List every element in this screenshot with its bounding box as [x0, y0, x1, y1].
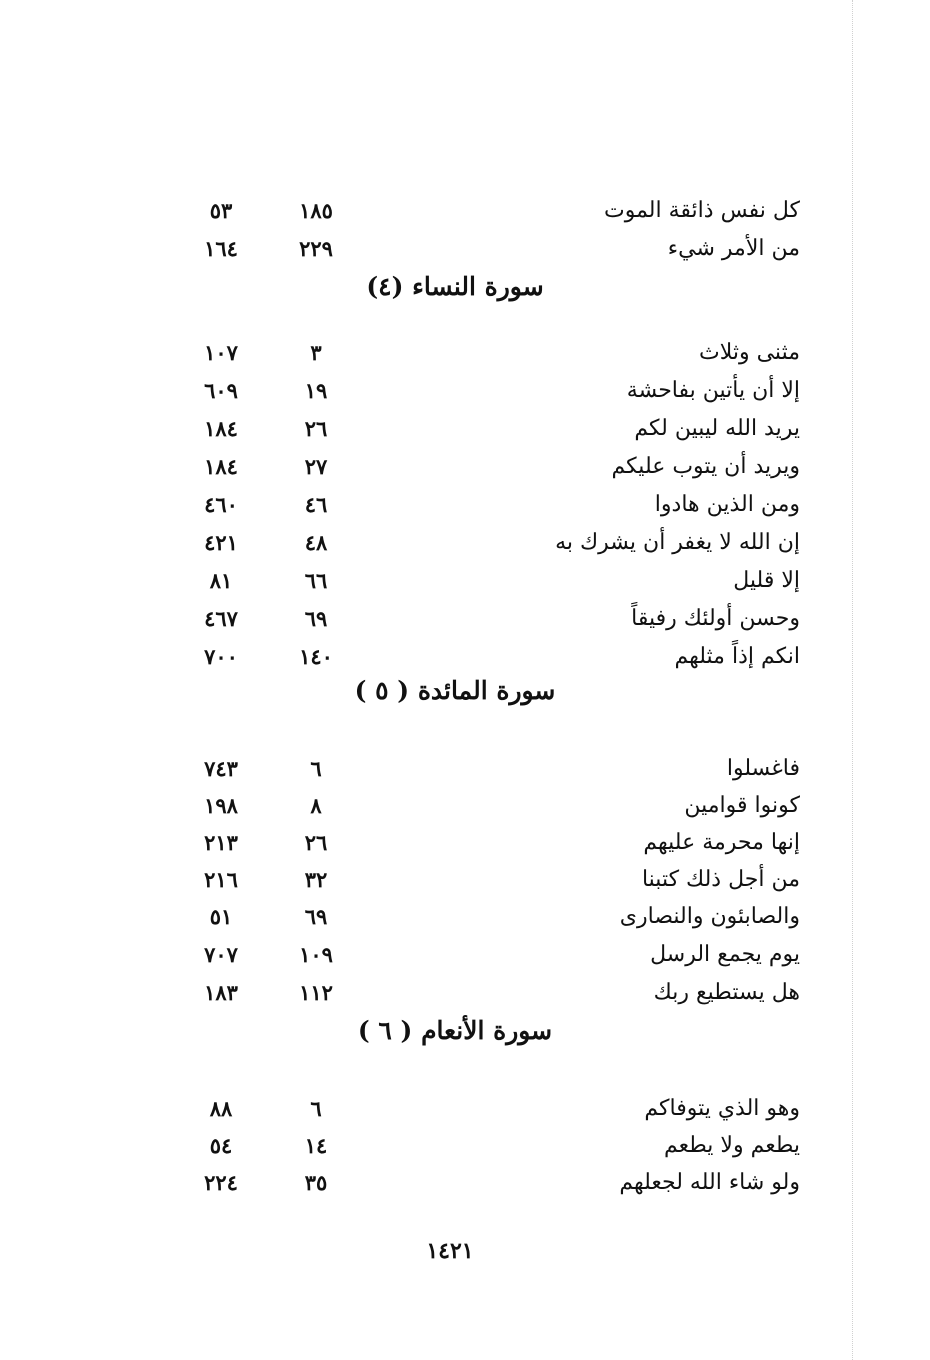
index-entry — [0, 1131, 930, 1169]
ayah-number: ٦٩ — [304, 904, 328, 929]
ayah-number: ١٩ — [304, 378, 328, 403]
verse-phrase: من الأمر شيء — [667, 236, 800, 261]
page-reference: ١٠٧ — [204, 340, 238, 365]
ayah-number: ٤٨ — [304, 530, 328, 555]
verse-phrase: إلا قليل — [733, 568, 800, 593]
index-entry — [0, 490, 930, 528]
ayah-number: ٢٧ — [304, 454, 328, 479]
page-reference: ٥١ — [209, 904, 233, 929]
verse-phrase: ويريد أن يتوب عليكم — [611, 454, 800, 479]
index-entry — [0, 828, 930, 866]
page-reference: ١٨٤ — [204, 454, 238, 479]
ayah-number: ٦٩ — [304, 606, 328, 631]
index-entry — [0, 376, 930, 414]
ayah-number: ٢٢٩ — [299, 236, 333, 261]
page-reference: ٨١ — [209, 568, 233, 593]
surah-heading: سورة النساء (٤) — [366, 272, 544, 301]
page-reference: ٤٢١ — [204, 530, 238, 555]
page-reference: ٧٠٠ — [204, 644, 238, 669]
page-reference: ٧٤٣ — [204, 756, 238, 781]
index-entry — [0, 196, 930, 234]
verse-phrase: يوم يجمع الرسل — [650, 942, 800, 967]
index-entry — [0, 414, 930, 452]
verse-phrase: وحسن أولئك رفيقاً — [631, 606, 800, 631]
index-entry — [0, 865, 930, 903]
ayah-number: ١٤ — [304, 1133, 328, 1158]
page-reference: ٤٦٧ — [204, 606, 238, 631]
verse-phrase: كونوا قوامين — [684, 793, 800, 818]
index-entry — [0, 452, 930, 490]
verse-phrase: ولو شاء الله لجعلهم — [619, 1170, 800, 1195]
verse-phrase: إن الله لا يغفر أن يشرك به — [555, 530, 800, 555]
page-reference: ٢٢٤ — [204, 1170, 238, 1195]
page-reference: ٨٨ — [209, 1096, 233, 1121]
page-reference: ١٨٤ — [204, 416, 238, 441]
ayah-number: ١٨٥ — [299, 198, 333, 223]
page-number: ١٤٢١ — [426, 1238, 474, 1264]
verse-phrase: إنها محرمة عليهم — [643, 830, 800, 855]
ayah-number: ٦٦ — [304, 568, 328, 593]
verse-phrase: مثنى وثلاث — [699, 340, 800, 365]
page-reference: ١٩٨ — [204, 793, 238, 818]
verse-phrase: كل نفس ذائقة الموت — [604, 198, 800, 223]
index-entry — [0, 528, 930, 566]
verse-phrase: يطعم ولا يطعم — [663, 1133, 800, 1158]
ayah-number: ٣ — [310, 340, 322, 365]
index-entry — [0, 978, 930, 1016]
ayah-number: ٨ — [310, 793, 322, 818]
verse-phrase: انكم إذاً مثلهم — [674, 644, 800, 669]
page-reference: ٦٠٩ — [204, 378, 238, 403]
verse-phrase: وهو الذي يتوفاكم — [644, 1096, 800, 1121]
ayah-number: ٦ — [310, 1096, 322, 1121]
verse-phrase: يريد الله ليبين لكم — [634, 416, 800, 441]
ayah-number: ٦ — [310, 756, 322, 781]
index-entry — [0, 1168, 930, 1206]
verse-phrase: إلا أن يأتين بفاحشة — [626, 378, 800, 403]
ayah-number: ٣٢ — [304, 867, 328, 892]
index-entry — [0, 940, 930, 978]
page-reference: ٤٦٠ — [204, 492, 238, 517]
ayah-number: ٣٥ — [304, 1170, 328, 1195]
verse-phrase: هل يستطيع ربك — [653, 980, 800, 1005]
index-entry — [0, 754, 930, 792]
surah-heading: سورة المائدة ( ٥ ) — [354, 676, 556, 705]
page-reference: ٧٠٧ — [204, 942, 238, 967]
index-entry — [0, 902, 930, 940]
index-entry — [0, 566, 930, 604]
ayah-number: ١٤٠ — [299, 644, 333, 669]
verse-phrase: من أجل ذلك كتبنا — [641, 867, 800, 892]
page-reference: ١٦٤ — [204, 236, 238, 261]
page-reference: ٥٤ — [209, 1133, 233, 1158]
ayah-number: ١١٢ — [299, 980, 333, 1005]
ayah-number: ٢٦ — [304, 830, 328, 855]
index-entry — [0, 604, 930, 642]
ayah-number: ١٠٩ — [299, 942, 333, 967]
index-entry — [0, 791, 930, 829]
index-entry — [0, 234, 930, 272]
verse-phrase: فاغسلوا — [726, 756, 800, 781]
verse-phrase: ومن الذين هادوا — [654, 492, 800, 517]
index-entry — [0, 338, 930, 376]
surah-heading: سورة الأنعام ( ٦ ) — [357, 1016, 553, 1045]
index-entry — [0, 1094, 930, 1132]
page-reference: ١٨٣ — [204, 980, 238, 1005]
ayah-number: ٤٦ — [304, 492, 328, 517]
verse-phrase: والصابئون والنصارى — [619, 904, 800, 929]
page-reference: ٢١٣ — [204, 830, 238, 855]
ayah-number: ٢٦ — [304, 416, 328, 441]
page-reference: ٢١٦ — [204, 867, 238, 892]
page-reference: ٥٣ — [209, 198, 233, 223]
